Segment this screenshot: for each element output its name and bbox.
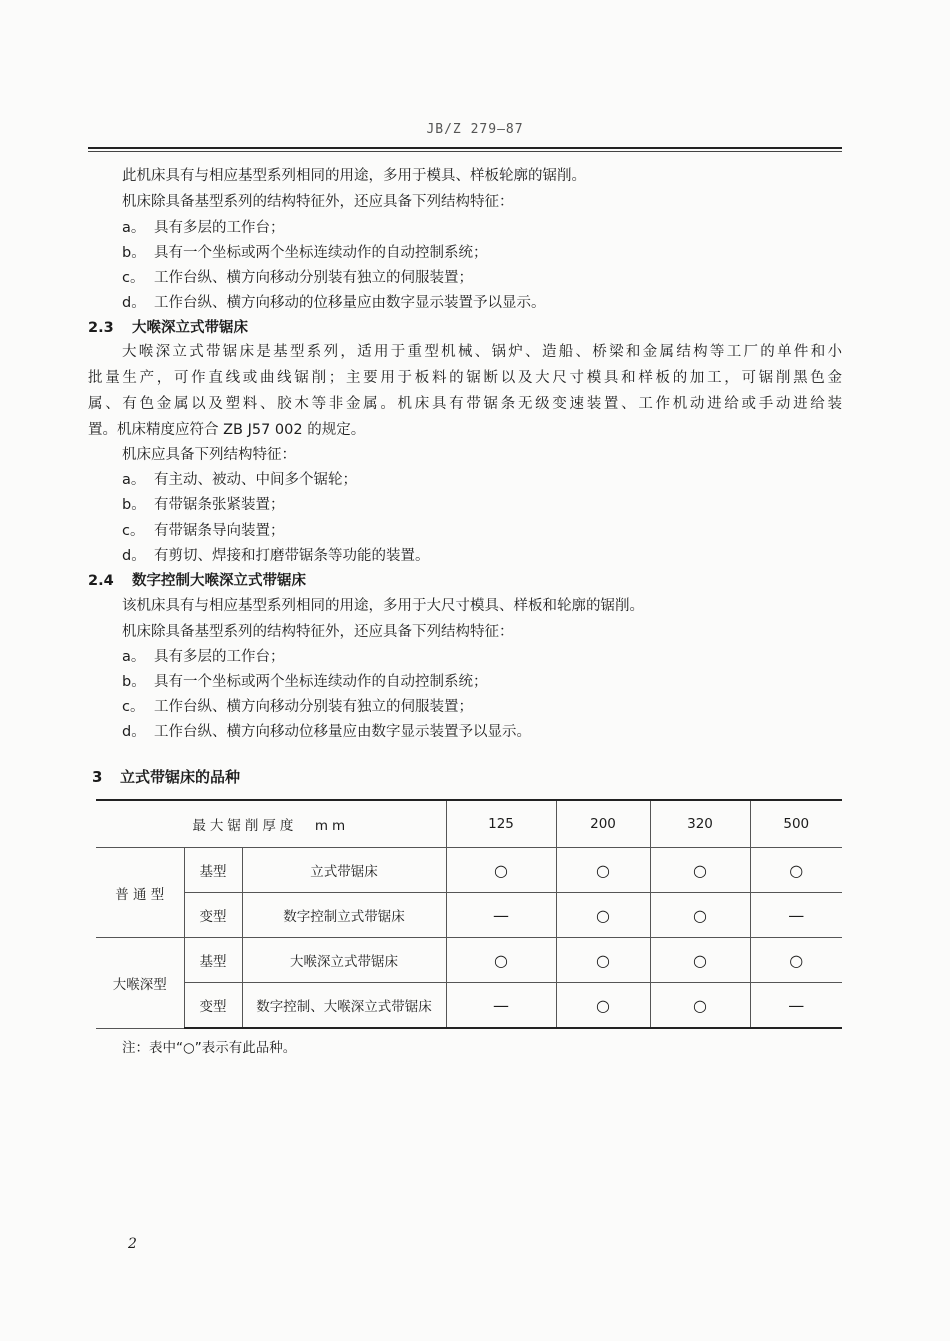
list-item — [122, 495, 285, 515]
page-number: 2 — [128, 1236, 137, 1252]
availability-mark: ○ — [650, 893, 750, 938]
type-kind: 变型 — [184, 893, 242, 938]
list-text: 有带锯条导向装置； — [154, 523, 285, 539]
list-item — [122, 521, 285, 541]
list-label: c。 — [122, 270, 145, 286]
list-item — [122, 722, 531, 742]
list-item — [122, 243, 488, 263]
paragraph-line: 批量生产，可作直线或曲线锯削；主要用于板料的锯断以及大尺寸模具和样板的加工，可锯削黑色金 — [88, 370, 842, 386]
paragraph-line: 属、有色金属以及塑料、胶木等非金属。机床具有带锯条无级变速装置、工作机动进给或手动进给装 — [88, 396, 842, 412]
section-title: 数字控制大喉深立式带锯床 — [132, 573, 306, 589]
list-label: d。 — [122, 295, 146, 311]
list-text: 工作台纵、横方向移动分别装有独立的伺服装置； — [154, 270, 473, 286]
table-row — [96, 983, 842, 1029]
availability-mark: ○ — [750, 938, 842, 983]
list-label: d。 — [122, 548, 146, 564]
section-number: 2.4 — [88, 573, 114, 589]
list-text: 工作台纵、横方向移动位移量应由数字显示装置予以显示。 — [154, 724, 531, 740]
list-text: 具有多层的工作台； — [154, 220, 285, 236]
list-label: d。 — [122, 724, 146, 740]
table-header-label: 最大锯削厚度 mm — [96, 800, 446, 848]
machine-name: 大喉深立式带锯床 — [242, 938, 446, 983]
availability-mark: — — [750, 893, 842, 938]
availability-mark: ○ — [556, 983, 650, 1029]
list-text: 具有一个坐标或两个坐标连续动作的自动控制系统； — [154, 674, 488, 690]
section-heading — [88, 571, 306, 591]
list-text: 有剪切、焊接和打磨带锯条等功能的装置。 — [154, 548, 430, 564]
table-header-row — [96, 800, 842, 848]
list-item — [122, 672, 488, 692]
running-header: JB/Z 279—87 — [426, 122, 524, 137]
availability-mark: ○ — [446, 848, 556, 893]
availability-mark: — — [446, 893, 556, 938]
paragraph-line: 大喉深立式带锯床是基型系列，适用于重型机械、锅炉、造船、桥梁和金属结构等工厂的单件和小 — [122, 344, 842, 360]
availability-mark: ○ — [446, 938, 556, 983]
list-label: b。 — [122, 497, 146, 513]
list-item — [122, 546, 430, 566]
column-header: 125 — [446, 800, 556, 848]
group-label: 大喉深型 — [96, 938, 184, 1029]
paragraph: 机床除具备基型系列的结构特征外，还应具备下列结构特征： — [122, 624, 514, 640]
column-header: 500 — [750, 800, 842, 848]
availability-mark: ○ — [556, 893, 650, 938]
header-rule — [88, 147, 842, 149]
list-label: b。 — [122, 245, 146, 261]
variety-table — [96, 799, 842, 1029]
group-label: 普 通 型 — [96, 848, 184, 938]
section-title: 立式带锯床的品种 — [120, 768, 241, 786]
section-number: 3 — [92, 768, 103, 786]
list-label: b。 — [122, 674, 146, 690]
type-kind: 基型 — [184, 848, 242, 893]
list-text: 有带锯条张紧装置； — [154, 497, 285, 513]
list-text: 工作台纵、横方向移动分别装有独立的伺服装置； — [154, 699, 473, 715]
list-item — [122, 268, 473, 288]
section-number: 2.3 — [88, 320, 114, 336]
list-item — [122, 697, 473, 717]
availability-mark: ○ — [650, 848, 750, 893]
header-rule-thin — [88, 151, 842, 152]
paragraph: 该机床具有与相应基型系列相同的用途，多用于大尺寸模具、样板和轮廓的锯削。 — [122, 598, 644, 614]
list-item — [122, 293, 546, 313]
list-label: a。 — [122, 472, 146, 488]
machine-name: 数字控制立式带锯床 — [242, 893, 446, 938]
column-header: 200 — [556, 800, 650, 848]
table-note: 注：表中“○”表示有此品种。 — [122, 1040, 297, 1056]
availability-mark: — — [446, 983, 556, 1029]
section-heading — [88, 318, 248, 338]
table-row — [96, 893, 842, 938]
availability-mark: — — [750, 983, 842, 1029]
table-row — [96, 938, 842, 983]
column-header: 320 — [650, 800, 750, 848]
machine-name: 数字控制、大喉深立式带锯床 — [242, 983, 446, 1029]
paragraph: 机床除具备基型系列的结构特征外，还应具备下列结构特征： — [122, 194, 514, 210]
paragraph: 此机床具有与相应基型系列相同的用途，多用于模具、样板轮廓的锯削。 — [122, 168, 586, 184]
list-label: a。 — [122, 220, 146, 236]
list-item — [122, 647, 285, 667]
list-label: c。 — [122, 699, 145, 715]
availability-mark: ○ — [650, 983, 750, 1029]
section-heading — [92, 766, 240, 787]
list-text: 具有多层的工作台； — [154, 649, 285, 665]
list-item — [122, 218, 285, 238]
machine-name: 立式带锯床 — [242, 848, 446, 893]
availability-mark: ○ — [556, 938, 650, 983]
list-label: a。 — [122, 649, 146, 665]
list-text: 具有一个坐标或两个坐标连续动作的自动控制系统； — [154, 245, 488, 261]
list-text: 工作台纵、横方向移动的位移量应由数字显示装置予以显示。 — [154, 295, 546, 311]
availability-mark: ○ — [556, 848, 650, 893]
list-item — [122, 470, 357, 490]
type-kind: 变型 — [184, 983, 242, 1029]
table-row — [96, 848, 842, 893]
type-kind: 基型 — [184, 938, 242, 983]
availability-mark: ○ — [650, 938, 750, 983]
list-text: 有主动、被动、中间多个锯轮； — [154, 472, 357, 488]
section-title: 大喉深立式带锯床 — [132, 320, 248, 336]
paragraph-line: 置。机床精度应符合 ZB J57 002 的规定。 — [88, 422, 366, 438]
availability-mark: ○ — [750, 848, 842, 893]
list-label: c。 — [122, 523, 145, 539]
paragraph: 机床应具备下列结构特征： — [122, 447, 296, 463]
